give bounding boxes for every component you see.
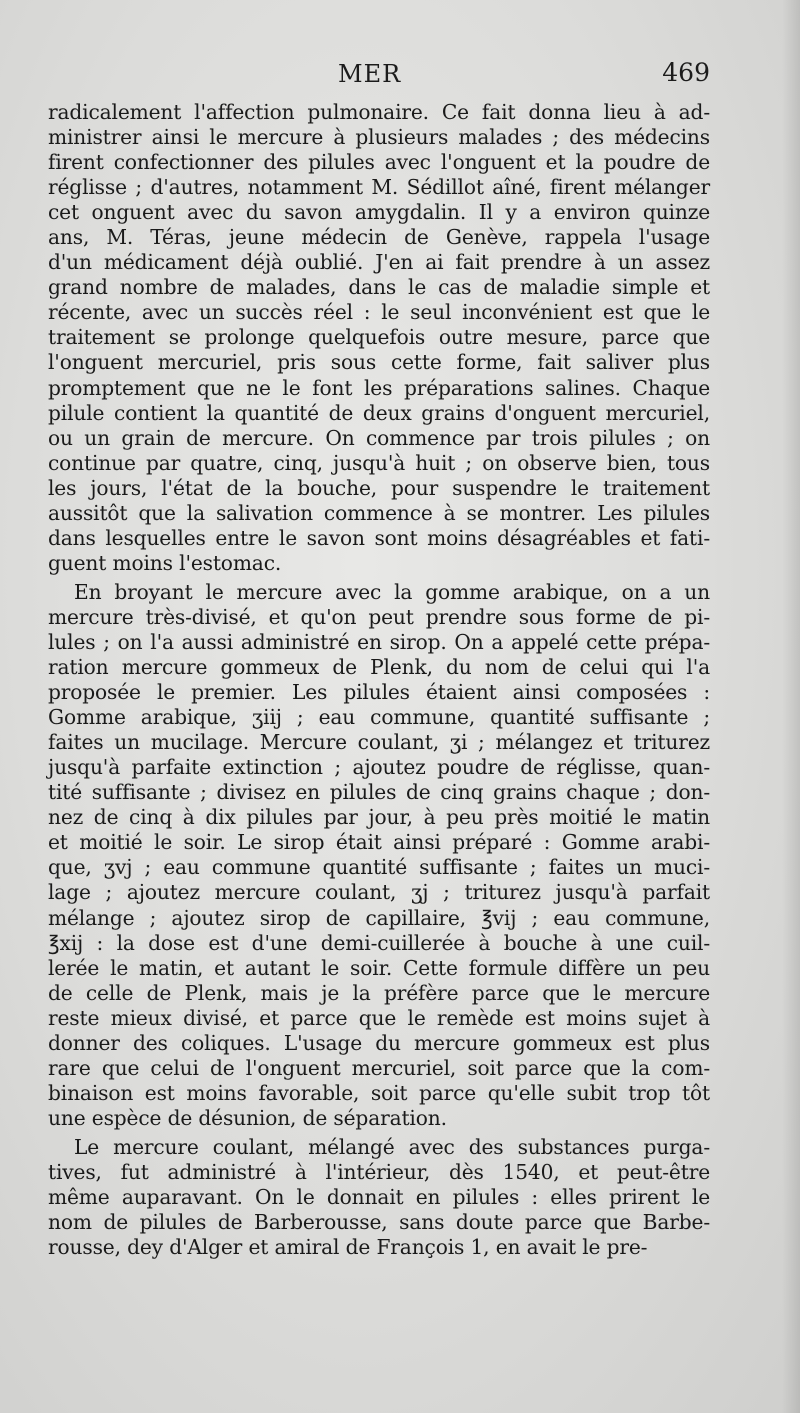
paragraph-2 [48,580,710,1131]
text-line: reste mieux divisé, et parce que le remède est moins sujet à [48,1005,710,1030]
text-line: cet onguent avec du savon amygdalin. Il y a environ quinze [48,200,710,225]
page-gutter-shadow [782,0,800,1413]
page-number: 469 [662,58,710,87]
text-line: En broyant le mercure avec la gomme arabique, on a un [74,579,710,604]
text-line: radicalement l'affection pulmonaire. Ce fait donna lieu à ad- [48,100,710,124]
text-line: lules ; on l'a aussi administré en sirop. On a appelé cette prépa- [48,629,710,654]
text-line: aussitôt que la salivation commence à se montrer. Les pilules [48,500,710,525]
text-line: binaison est moins favorable, soit parce qu'elle subit trop tôt [48,1080,710,1105]
text-line: ans, M. Téras, jeune médecin de Genève, rappela l'usage [48,225,710,250]
text-line: proposée le premier. Les pilules étaient ainsi composées : [48,680,710,705]
text-line: dans lesquelles entre le savon sont moins désagréables et fati- [48,525,710,550]
text-line: une espèce de désunion, de séparation. [48,1105,447,1130]
text-line: ou un grain de mercure. On commence par trois pilules ; on [48,425,710,450]
text-line: lerée le matin, et autant le soir. Cette formule diffère un peu [48,955,710,980]
text-line: pilule contient la quantité de deux grains d'onguent mercuriel, [48,400,710,425]
text-line: nez de cinq à dix pilules par jour, à peu près moitié le matin [48,805,710,830]
text-line: firent confectionner des pilules avec l'onguent et la poudre de [48,150,710,175]
text-line: les jours, l'état de la bouche, pour suspendre le traitement [48,475,710,500]
text-line: ministrer ainsi le mercure à plusieurs malades ; des médecins [48,125,710,150]
text-line: mercure très-divisé, et qu'on peut prendre sous forme de pi- [48,604,710,629]
text-line: d'un médicament déjà oublié. J'en ai fait prendre à un assez [48,250,710,275]
text-line: rousse, dey d'Alger et amiral de François 1, en avait le pre- [48,1235,648,1260]
text-line: jusqu'à parfaite extinction ; ajoutez poudre de réglisse, quan- [48,755,710,780]
text-line: promptement que ne le font les préparations salines. Chaque [48,375,710,400]
text-line: l'onguent mercuriel, pris sous cette forme, fait saliver plus [48,350,710,375]
text-line: Gomme arabique, ʒiij ; eau commune, quantité suffisante ; [48,705,710,730]
text-line: Le mercure coulant, mélangé avec des substances purga- [74,1134,710,1159]
text-line: traitement se prolonge quelquefois outre mesure, parce que [48,325,710,350]
text-line: même auparavant. On le donnait en pilules : elles prirent le [48,1185,710,1210]
page-header [48,58,710,98]
text-line: donner des coliques. L'usage du mercure gommeux est plus [48,1030,710,1055]
text-line: nom de pilules de Barberousse, sans doute parce que Barbe- [48,1210,710,1235]
paragraph-1 [48,100,710,576]
paragraph-3 [48,1135,710,1260]
text-line: que, ʒvj ; eau commune quantité suffisante ; faites un muci- [48,855,710,880]
text-line: continue par quatre, cinq, jusqu'à huit ; on observe bien, tous [48,450,710,475]
text-line: et moitié le soir. Le sirop était ainsi préparé : Gomme arabi- [48,830,710,855]
text-line: ration mercure gommeux de Plenk, du nom de celui qui l'a [48,655,710,680]
text-line: guent moins l'estomac. [48,550,282,575]
body-text [48,100,710,1260]
text-line: grand nombre de malades, dans le cas de maladie simple et [48,275,710,300]
text-line: réglisse ; d'autres, notamment M. Sédillot aîné, firent mélanger [48,175,710,200]
text-line: faites un mucilage. Mercure coulant, ʒi ; mélangez et triturez [48,730,710,755]
text-line: tives, fut administré à l'intérieur, dès 1540, et peut-être [48,1159,710,1184]
text-line: mélange ; ajoutez sirop de capillaire, ℥vij ; eau commune, [48,905,710,930]
text-line: récente, avec un succès réel : le seul inconvénient est que le [48,300,710,325]
text-line: rare que celui de l'onguent mercuriel, soit parce que la com- [48,1055,710,1080]
text-line: tité suffisante ; divisez en pilules de cinq grains chaque ; don- [48,780,710,805]
text-line: ℥xij : la dose est d'une demi-cuillerée à bouche à une cuil- [48,930,710,955]
text-line: de celle de Plenk, mais je la préfère parce que le mercure [48,980,710,1005]
running-title: MER [338,60,402,88]
text-line: lage ; ajoutez mercure coulant, ʒj ; triturez jusqu'à parfait [48,880,710,905]
